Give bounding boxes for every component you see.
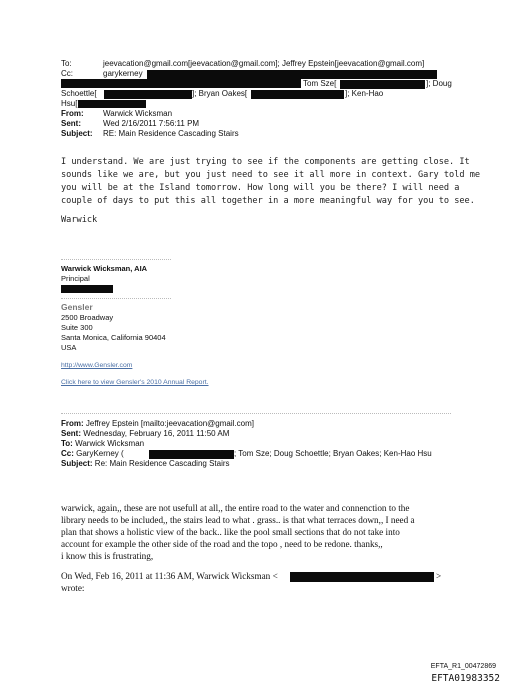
- header-cc-tom: Tom Sze[: [303, 79, 337, 88]
- signature-name: Warwick Wicksman, AIA: [61, 264, 148, 273]
- original-line: library needs to be included,, the stairs lead to what . grass.. is that what terraces down,, I need a: [61, 515, 415, 525]
- fwd-cc: Cc: GaryKerney (: [61, 449, 124, 458]
- company-name: Gensler: [61, 302, 93, 312]
- redaction-bar: [340, 80, 425, 89]
- header-to-value: jeevacation@gmail.com[jeevacation@gmail.com]; Jeffrey Epstein[jeevacation@gmail.com]: [103, 59, 425, 68]
- header-from-label: From:: [61, 109, 84, 118]
- signature-title: Principal: [61, 274, 90, 283]
- annual-report-link[interactable]: Click here to view Gensler's 2010 Annual Report.: [61, 379, 209, 386]
- address-line: USA: [61, 343, 77, 352]
- fwd-subject: Subject: Re: Main Residence Cascading Stairs: [61, 459, 230, 468]
- header-cc-label: Cc:: [61, 69, 73, 78]
- reply-line: I understand. We are just trying to see if the components are getting close. It: [61, 157, 470, 167]
- address-line: 2500 Broadway: [61, 313, 114, 322]
- reply-line: couple of days to put this all together in a more meaningful way for you to see.: [61, 196, 475, 206]
- header-sent-label: Sent:: [61, 119, 81, 128]
- reply-line: you will be at the Island tomorrow. How long will you be there? I will need a: [61, 183, 460, 193]
- reply-signoff: Warwick: [61, 215, 98, 225]
- header-subject-value: RE: Main Residence Cascading Stairs: [103, 129, 239, 138]
- address-line: Suite 300: [61, 323, 93, 332]
- header-cc-kenhao: ]; Ken-Hao: [345, 89, 384, 98]
- redaction-bar: [61, 79, 301, 88]
- redaction-bar: [61, 285, 113, 293]
- fwd-from: From: Jeffrey Epstein [mailto:jeevacation@gmail.com]: [61, 419, 254, 428]
- redaction-bar: [290, 572, 434, 582]
- signature-divider: [61, 298, 171, 299]
- header-cc-value: garykerney: [103, 69, 143, 78]
- redaction-bar: [147, 70, 437, 79]
- header-to-label: To:: [61, 59, 72, 68]
- header-cc-schoettle: Schoettle[: [61, 89, 97, 98]
- redaction-bar: [104, 90, 192, 99]
- original-line: i know this is frustrating,: [61, 551, 154, 561]
- header-from-value: Warwick Wicksman: [103, 109, 173, 118]
- redaction-bar: [149, 450, 234, 459]
- bates-stamp-1: EFTA_R1_00472869: [430, 663, 496, 670]
- original-line: account for example the other side of the road and the topo , need to be redone. thanks,,: [61, 539, 383, 549]
- quote-wrote: wrote:: [61, 583, 85, 593]
- header-cc-hsu: Hsu[: [61, 99, 78, 108]
- quote-line: On Wed, Feb 16, 2011 at 11:36 AM, Warwick Wicksman <: [61, 571, 278, 581]
- header-sent-value: Wed 2/16/2011 7:56:11 PM: [103, 119, 200, 128]
- quote-line-end: >: [436, 571, 442, 581]
- fwd-to: To: Warwick Wicksman: [61, 439, 145, 448]
- signature-divider: [61, 259, 171, 260]
- redaction-bar: [251, 90, 344, 99]
- original-line: plan that shows a holistic view of the back.. like the pool small sections that do not take into: [61, 527, 400, 537]
- gensler-website-link[interactable]: http://www.Gensler.com: [61, 362, 133, 369]
- forward-divider: [61, 413, 451, 414]
- header-cc-bryan: ]; Bryan Oakes[: [192, 89, 248, 98]
- header-cc-doug: ]; Doug: [426, 79, 452, 88]
- reply-line: sounds like we are, but you just need to see it all more in context. Gary told me: [61, 170, 481, 180]
- fwd-sent: Sent: Wednesday, February 16, 2011 11:50 AM: [61, 429, 230, 438]
- header-subject-label: Subject:: [61, 129, 93, 138]
- fwd-cc-rest: ; Tom Sze; Doug Schoettle; Bryan Oakes; Ken-Hao Hsu: [234, 449, 432, 458]
- bates-stamp-2: EFTA01983352: [431, 673, 500, 684]
- address-line: Santa Monica, California 90404: [61, 333, 166, 342]
- original-line: warwick, again,, these are not usefull at all,, the entire road to the water and connenction to the: [61, 503, 410, 513]
- redaction-bar: [78, 100, 146, 108]
